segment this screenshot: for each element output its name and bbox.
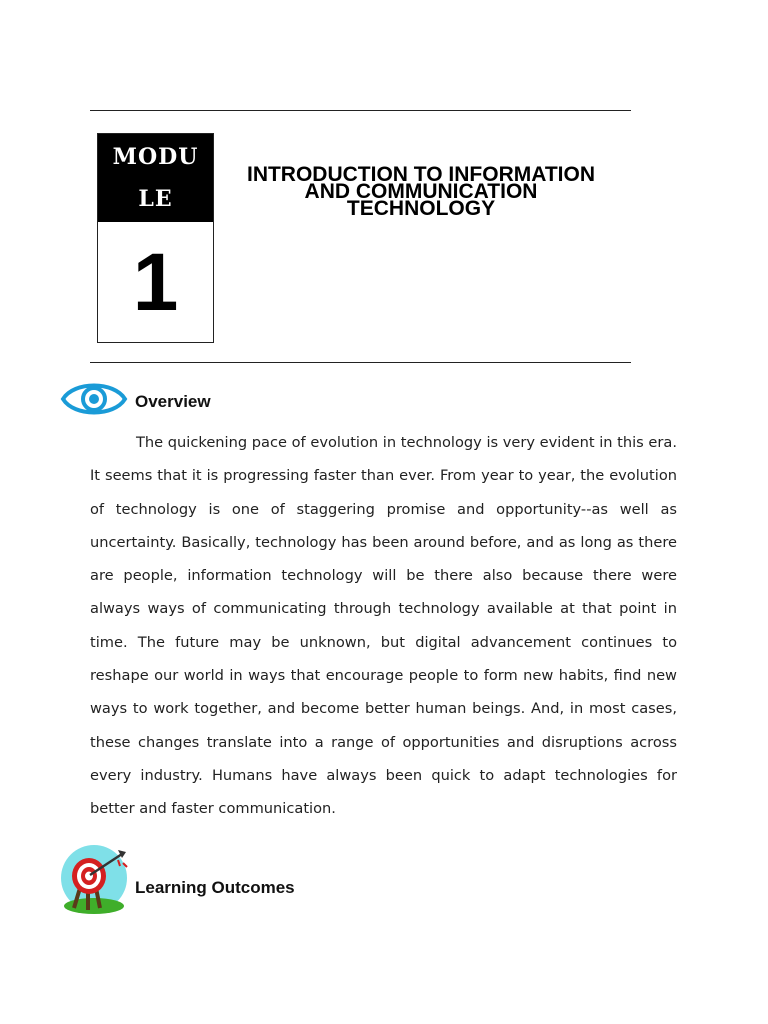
module-number: 1 xyxy=(132,237,179,328)
learning-outcomes-heading: Learning Outcomes xyxy=(135,878,295,897)
module-badge xyxy=(97,133,214,343)
module-title xyxy=(236,163,606,220)
overview-heading: Overview xyxy=(135,392,211,411)
target-icon xyxy=(60,842,132,916)
bottom-divider xyxy=(90,362,631,363)
module-label-line1: MODU xyxy=(112,144,199,170)
module-label xyxy=(98,134,213,222)
top-divider xyxy=(90,110,631,111)
module-title-line2: AND COMMUNICATION xyxy=(304,180,538,203)
module-title-line3: TECHNOLOGY xyxy=(346,197,496,220)
eye-icon xyxy=(60,376,128,422)
module-label-line2: LE xyxy=(138,186,173,212)
module-title-line1: INTRODUCTION TO INFORMATION xyxy=(246,163,596,186)
overview-paragraph: The quickening pace of evolution in technology is very evident in this era. It seems that it is progressing faster than ever. From year to year, the evolution of technology is one of staggering promise and opportunity--as well as uncertainty. Basically, technology has been around before, and as long as there are people, information technology will be there also because there were always ways of communicating through technology available at that point in time. The future may be unknown, but digital advancement continues to reshape our world in ways that encourage people to form new habits, find new ways to work together, and become better human beings. And, in most cases, these changes translate into a range of opportunities and disruptions across every industry. Humans have always been quick to adapt technologies for better and faster communication. xyxy=(90,434,677,818)
